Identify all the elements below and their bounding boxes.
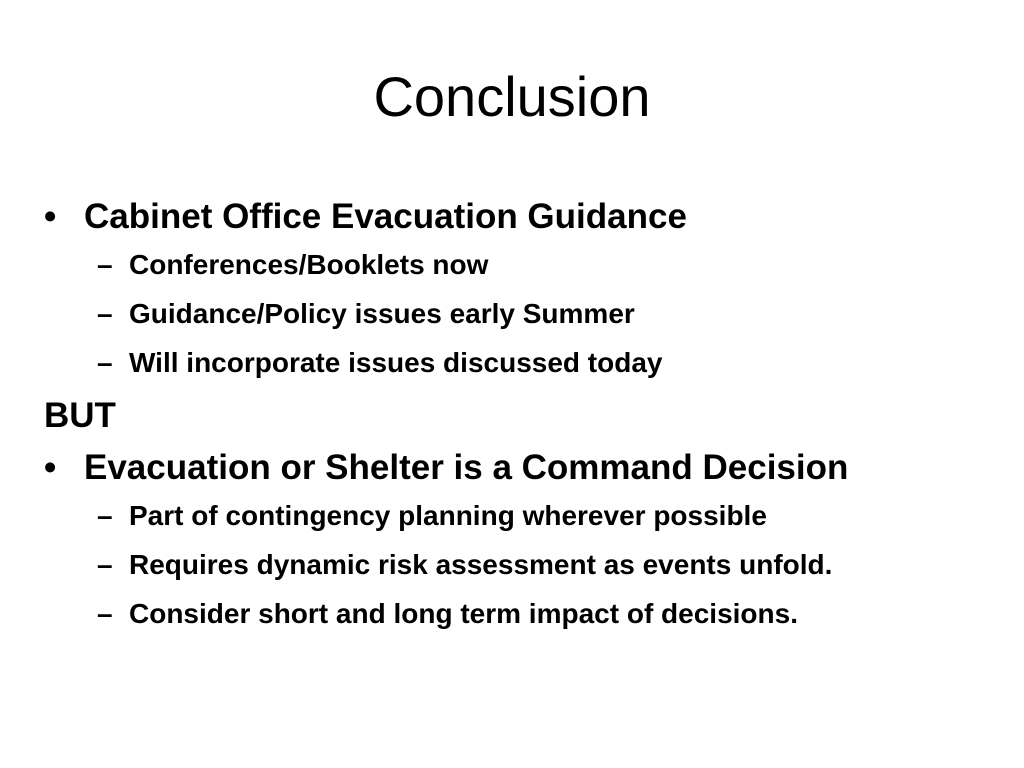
sub-item-text: Requires dynamic risk assessment as events unfold. (129, 549, 833, 580)
sub-item-text: Conferences/Booklets now (129, 249, 489, 280)
sub-list (44, 246, 984, 382)
bullet-marker: • (44, 448, 57, 487)
bullet-text: Cabinet Office Evacuation Guidance (84, 197, 687, 236)
sub-list (44, 497, 984, 633)
sub-item (44, 246, 984, 284)
slide-title: Conclusion (373, 65, 651, 128)
sub-item-text: Will incorporate issues discussed today (129, 347, 663, 378)
dash-marker: – (97, 549, 113, 580)
sub-item-text: Guidance/Policy issues early Summer (129, 298, 635, 329)
sub-item (44, 546, 984, 584)
dash-marker: – (97, 298, 113, 329)
sub-item-text: Part of contingency planning wherever possible (129, 500, 767, 531)
sub-item (44, 344, 984, 382)
bullet-item (44, 194, 984, 240)
bullet-text: Evacuation or Shelter is a Command Decision (84, 448, 849, 487)
dash-marker: – (97, 249, 113, 280)
dash-marker: – (97, 598, 113, 629)
slide-content (44, 194, 984, 644)
dash-marker: – (97, 347, 113, 378)
sub-item-text: Consider short and long term impact of decisions. (129, 598, 798, 629)
bullet-item (44, 445, 984, 491)
dash-marker: – (97, 500, 113, 531)
bullet-marker: • (44, 197, 57, 236)
sub-item (44, 595, 984, 633)
plain-text-line: BUT (44, 396, 116, 435)
sub-item (44, 497, 984, 535)
sub-item (44, 295, 984, 333)
